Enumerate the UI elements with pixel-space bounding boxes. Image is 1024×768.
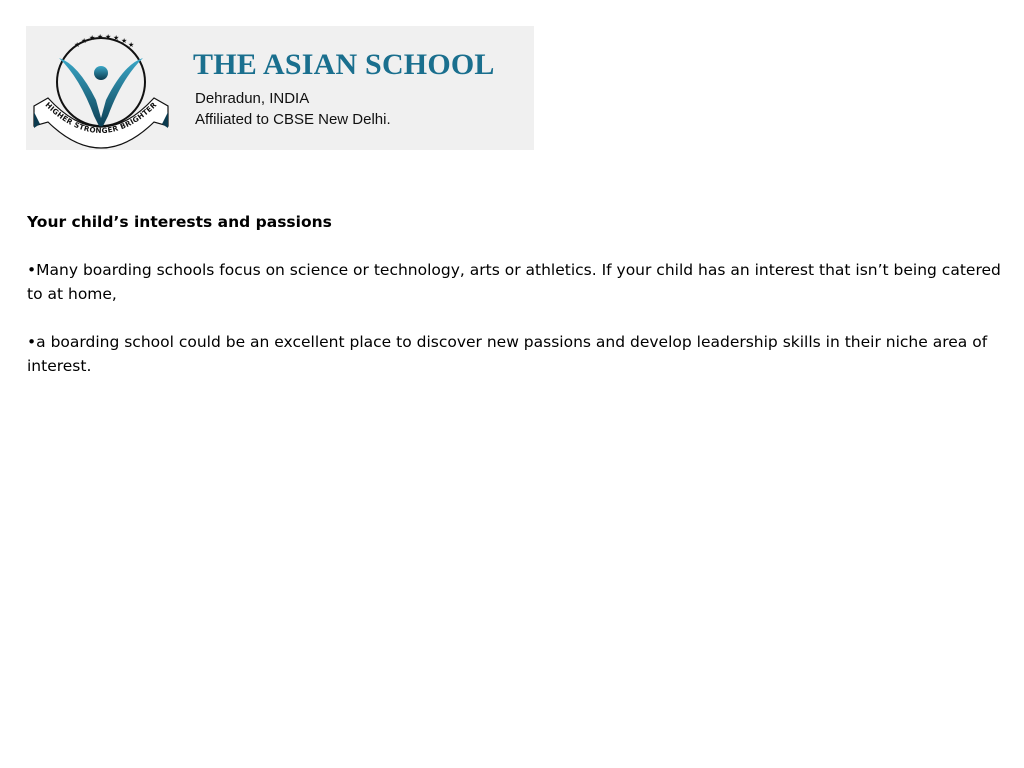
bullet-item: •Many boarding schools focus on science or technology, arts or athletics. If your child has an interest that isn’t being catered to at home, <box>27 261 1001 303</box>
school-name: THE ASIAN SCHOOL <box>193 48 495 81</box>
motto-text: HIGHER STRONGER BRIGHTER <box>43 100 159 136</box>
school-logo-banner <box>26 26 534 150</box>
svg-text:★: ★ <box>89 34 96 42</box>
slide-content <box>27 210 1002 402</box>
svg-text:★: ★ <box>128 41 135 49</box>
svg-text:★: ★ <box>81 37 88 45</box>
svg-text:★: ★ <box>74 41 81 49</box>
svg-text:★: ★ <box>105 33 112 41</box>
section-heading: Your child’s interests and passions <box>27 213 332 231</box>
svg-text:★: ★ <box>113 34 120 42</box>
svg-text:★: ★ <box>121 37 128 45</box>
school-location: Dehradun, INDIA <box>195 90 310 107</box>
person-figure-emblem-icon <box>26 26 176 150</box>
school-affiliation: Affiliated to CBSE New Delhi. <box>195 111 391 128</box>
bullet-item: •a boarding school could be an excellent place to discover new passions and develop leadership skills in their niche area of interest. <box>27 333 988 375</box>
svg-text:★: ★ <box>97 33 104 41</box>
